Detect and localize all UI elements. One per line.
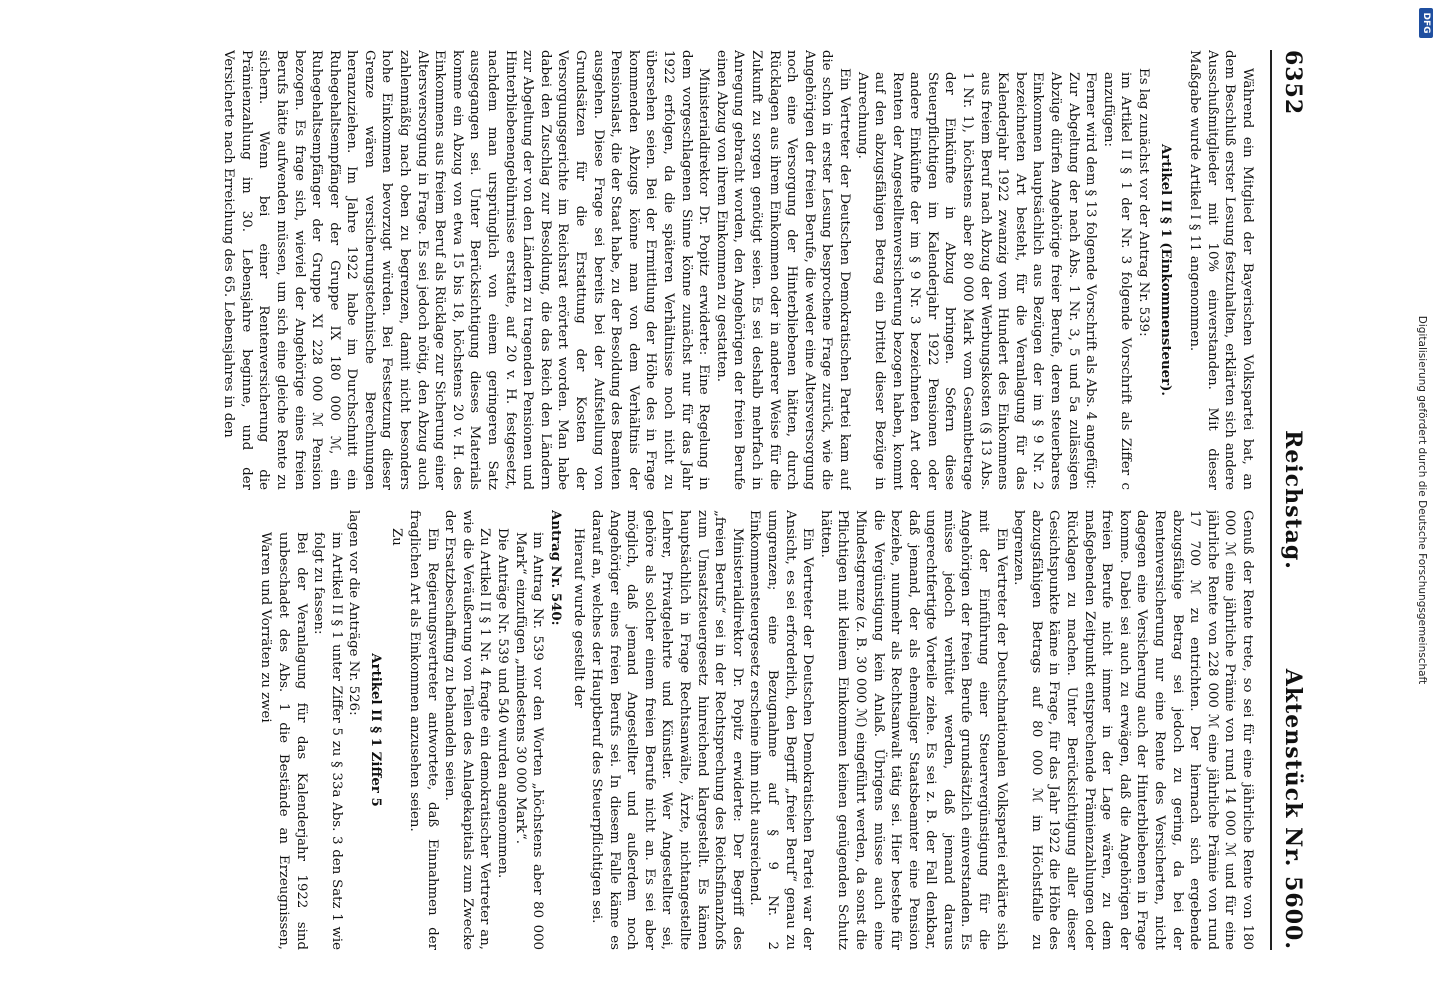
paragraph: Während ein Mitglied der Bayerischen Volkspartei bat, an dem Beschluß erster Lesung festzuhalten, erklärten sich andere Ausschußmitglieder mit 10% einverstanden. Mit dieser Maßgabe wurde Artikel I § 11 angenommen.: [1187, 50, 1255, 490]
page-header: [1272, 50, 1312, 950]
page-number: 6352: [1280, 50, 1306, 116]
paragraph: Zu Artikel II § 1 Nr. 4 fragte ein demokratischer Vertreter an, wie die Veräußerung von Teilen des Anlagekapitals zum Zwecke der Ersatzbeschaffung zu behandeln seien.: [442, 510, 493, 950]
header-title: Reichstag.: [1280, 430, 1306, 570]
antrag-heading: Antrag Nr. 540:: [547, 510, 563, 626]
paragraph: im Artikel II § 1 der Nr. 3 folgende Vorschrift als Ziffer c anzufügen:: [1100, 72, 1134, 490]
section-heading: Artikel II § 1 Ziffer 5: [367, 653, 383, 807]
paragraph: im Antrag Nr. 539 vor den Worten „höchstens aber 80 000 Mark“ einzufügen „mindestens 30 000 Mark“.: [512, 532, 546, 950]
paragraph: Hierauf wurde gestellt der: [571, 528, 587, 708]
paragraph: Ein Vertreter der Deutschen Demokratischen Partei kam auf die schon in erster Lesung besprochene Frage zurück, wie die Angehörigen der freien Berufe, die weder eine Altersversorgung noch eine Versorgung der Hinterbliebenen hätten, durch Rücklagen aus ihrem Einkommen oder in anderer Weise für die Zukunft zu sorgen genötigt seien. Es sei deshalb mehrfach in Anregung gebracht worden, den Angehörigen der freien Berufe einen Abzug von ihrem Einkommen zu gestatten.: [713, 50, 852, 490]
paragraph: Ein Regierungsvertreter antwortete, daß Einnahmen der fraglichen Art als Einkommen anzusehen seien.: [407, 510, 440, 950]
paragraph: lagen vor die Anträge Nr. 526:: [346, 510, 362, 716]
dfg-logo-text: DFG: [1421, 12, 1431, 34]
paragraph: Zu: [389, 528, 405, 546]
digitization-note: Digitalisierung gefördert durch die Deutsche Forschungsgemeinschaft: [1416, 315, 1428, 685]
header-document-number: Aktenstück Nr. 5600.: [1280, 668, 1306, 950]
section-heading: Artikel II § 1 (Einkommensteuer).: [1157, 143, 1173, 397]
paragraph: Ein Vertreter der Deutschnationalen Volkspartei erklärte sich mit der Einführung einer Steuervergünstigung für die Angehörigen der freien Berufe grundsätzlich einverstanden. Es müsse jedoch verhütet werden, daß jemand daraus ungerechtfertigte Vorteile ziehe. Es sei z. B. der Fall denkbar, daß jemand, der als ehemaliger Staatsbeamter eine Pension beziehe, nunmehr als Rechtsanwalt tätig sei. Hier bestehe für die Vergünstigung kein Anlaß. Übrigens müsse auch eine Mindestgrenze (z. B. 30 000 ℳ) eingeführt werden, da sonst die Pflichtigen mit kleinem Einkommen keinen genügenden Schutz hätten.: [817, 510, 1009, 950]
right-column: [16, 510, 1256, 950]
paragraph: Zur Abgeltung der nach Abs. 1 Nr. 3, 5 und 5a zulässigen Abzüge dürfen Angehörige freier Berufe, deren steuerbares Einkommen hauptsächlich aus Bezügen der im § 9 Nr. 2 bezeichneten Art besteht, für die Veranlagung für das Kalenderjahr 1922 zwanzig vom Hundert des Einkommens aus freiem Beruf nach Abzug der Werbungskosten (§ 13 Abs. 1 Nr. 1), höchstens aber 80 000 Mark vom Gesamtbetrage der Einkünfte in Abzug bringen. Sofern diese Steuerpflichtigen im Kalenderjahr 1922 Pensionen oder andere Einkünfte der im § 9 Nr. 3 bezeichneten Art oder Renten der Angestelltenversicherung bezogen haben, kommt auf den abzugsfähigen Betrag ein Drittel dieser Bezüge in Anrechnung.: [854, 72, 1081, 490]
dfg-logo: [1419, 8, 1433, 38]
paragraph: Ein Vertreter der Deutschen Demokratischen Partei war der Ansicht, es sei erforderlich, den Begriff „freier Beruf“ genau zu umgrenzen; eine Bezugnahme auf § 9 Nr. 2 Einkommensteuergesetz erscheine ihm nicht ausreichend.: [747, 510, 816, 950]
paragraph: Bei der Veranlagung für das Kalenderjahr 1922 sind unbeschadet des Abs. 1 die Bestände an Erzeugnissen, Waren und Vorräten zu zwei: [258, 532, 309, 950]
paragraph: Ministerialdirektor Dr. Popitz erwiderte: Der Begriff des „freien Berufs“ sei in der Rechtsprechung des Reichsfinanzhofs zum Umsatzsteuergesetz hinreichend klargestellt. Es kämen hauptsächlich in Frage Rechtsanwälte, Ärzte, nichtangestellte Lehrer, Privatgelehrte und Künstler. Wer Angestellter sei, gehöre als solcher einem freien Berufe nicht an. Es sei aber möglich, daß jemand Angestellter und außerdem noch Angehöriger eines freien Berufs sei. In diesem Falle käme es darauf an, welches der Hauptberuf des Steuerpflichtigen sei.: [589, 510, 745, 950]
paragraph: Ministerialdirektor Dr. Popitz erwiderte: Eine Regelung in dem vorgeschlagenen Sinne könne zunächst nur für das Jahr 1922 erfolgen, da die späteren Verhältnisse noch nicht zu übersehen seien. Bei der Ermittlung der Höhe des in Frage kommenden Abzugs könne man von dem Verhältnis der Pensionslast, die der Staat habe, zu der Besoldung des Beamten ausgehen. Diese Frage sei bereits bei der Aufstellung von Grundsätzen für die Erstattung der Kosten der Versorgungsgerichte im Reichsrat erörtert worden. Man habe dabei den Zuschlag zur Besoldung, die das Reich den Ländern zur Abgeltung der von den Ländern zu tragenden Pensionen und Hinterbliebenengebührnisse erstatte, auf 20 v. H. festgesetzt, nachdem man ursprünglich von einem geringeren Satz ausgegangen sei. Unter Berücksichtigung dieses Materials komme ein Abzug von etwa 15 bis 18, höchstens 20 v. H. des Einkommens aus freiem Beruf als Rücklage zur Sicherung einer Altersversorgung in Frage. Es sei jedoch nötig, den Abzug auch zahlenmäßig nach oben zu begrenzen, damit nicht besonders hohe Einkommen bevorzugt würden. Bei Festsetzung dieser Grenze wären versicherungstechnische Berechnungen heranzuziehen. Im Jahre 1922 habe im Durchschnitt ein Ruhegehaltsempfänger der Gruppe IX 180 000 ℳ, ein Ruhegehaltsempfänger der Gruppe XI 228 000 ℳ Pension bezogen. Es frage sich, wieviel der Angehörige eines freien Berufs hätte aufwenden müssen, um sich eine gleiche Rente zu sichern. Wenn bei einer Rentenversicherung die Prämienzahlung im 30. Lebensjahre beginne, und der Versicherte nach Erreichung des 65. Lebensjahres in den: [221, 50, 712, 490]
left-column: [16, 50, 1256, 490]
header-rule: [1270, 50, 1272, 950]
paragraph: Genuß der Rente trete, so sei für eine jährliche Rente von 180 000 ℳ eine jährliche Prämie von rund 14 000 ℳ und für eine jährliche Rente von 228 000 ℳ eine jährliche Prämie von rund 17 700 ℳ zu entrichten. Der hiernach sich ergebende abzugsfähige Betrag sei jedoch zu gering, da bei der Rentenversicherung nur eine Rente des Versicherten, nicht dagegen eine Versicherung auch der Hinterbliebenen in Frage komme. Dabei sei auch zu erwägen, daß die Angehörigen der freien Berufe nicht immer in der Lage wären, zu dem maßgebenden Zeitpunkt entsprechende Prämienzahlungen oder Rücklagen zu machen. Unter Berücksichtigung aller dieser Gesichtspunkte käme in Frage, für das Jahr 1922 die Höhe des abzugsfähigen Betrags auf 80 000 ℳ im Höchstfalle zu begrenzen.: [1011, 510, 1255, 950]
paragraph: Es lag zunächst vor der Antrag Nr. 539:: [1136, 68, 1152, 337]
paragraph: Die Anträge Nr. 539 und 540 wurden angenommen.: [495, 528, 511, 879]
paragraph: Ferner wird dem § 13 folgende Vorschrift als Abs. 4 angefügt:: [1083, 72, 1099, 490]
paragraph: im Artikel II § 1 unter Ziffer 5 zu § 33a Abs. 3 den Satz 1 wie folgt zu fassen:: [311, 532, 344, 950]
